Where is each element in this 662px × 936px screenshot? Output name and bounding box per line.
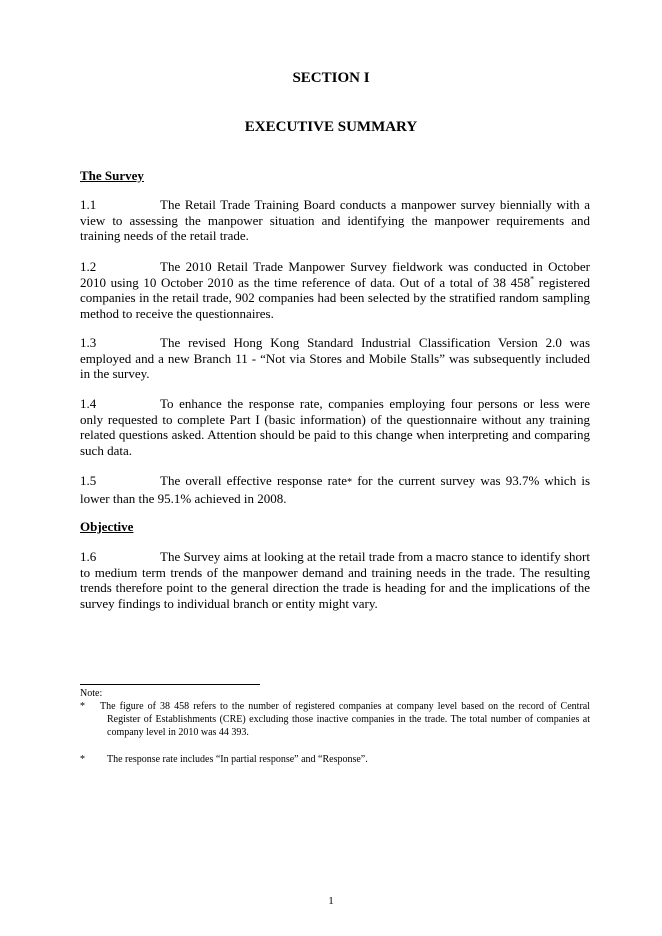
paragraph-text: The Retail Trade Training Board conducts a manpower survey biennially with a view to assessing the manpower situation and identifying the manpower requirements and training needs of the retail trade.	[80, 197, 590, 243]
paragraph-1-3	[80, 335, 590, 382]
paragraph-number: 1.6	[80, 549, 97, 564]
footnote-marker: *	[347, 477, 353, 488]
footnote-marker: *	[80, 701, 85, 712]
paragraph-text: The revised Hong Kong Standard Industrial Classification Version 2.0 was employed and a new Branch 11 - “Not via Stores and Mobile Stalls” was subsequently included in the survey.	[80, 335, 590, 381]
paragraph-1-6	[80, 549, 590, 611]
footnote-separator	[80, 684, 260, 685]
paragraph-text: The overall effective response rate	[160, 473, 348, 488]
survey-subheading: The Survey	[80, 168, 144, 183]
paragraph-1-2	[80, 259, 590, 321]
paragraph-number: 1.5	[80, 473, 97, 488]
footnote-2	[80, 753, 590, 766]
footnote-marker: *	[530, 274, 535, 284]
objective-subheading: Objective	[80, 519, 134, 534]
paragraph-text-continued: registered companies in the retail trade, 902 companies had been selected by the stratified random sampling method to receive the questionnaires.	[80, 274, 590, 321]
footnote-marker: *	[80, 754, 85, 765]
paragraph-text: To enhance the response rate, companies employing four persons or less were only requested to complete Part I (basic information) of the questionnaire without any training related questions asked. Attention should be paid to this change when interpreting and comparing such data.	[80, 396, 590, 458]
paragraph-number: 1.2	[80, 259, 97, 274]
paragraph-number: 1.3	[80, 335, 97, 350]
paragraph-text: The Survey aims at looking at the retail trade from a macro stance to identify short to medium term trends of the manpower demand and training needs in the trade. The resulting trends therefore point to the general direction the trade is heading for and the implications of the survey findings to individual branch or entity might vary.	[80, 549, 590, 611]
page-title: EXECUTIVE SUMMARY	[244, 119, 418, 135]
paragraph-1-5	[80, 473, 590, 506]
section-heading: SECTION I	[292, 70, 370, 86]
paragraph-1-4	[80, 396, 590, 458]
paragraph-1-1	[80, 197, 590, 244]
page-number: 1	[328, 895, 334, 907]
paragraph-text: The 2010 Retail Trade Manpower Survey fieldwork was conducted in October 2010 using 10 October 2010 as the time reference of data. Out of a total of 38 458	[80, 259, 590, 290]
paragraph-text-continued: for the current survey was 93.7% which is lower than the 95.1% achieved in 2008.	[80, 473, 591, 506]
footnote-text: The figure of 38 458 refers to the number of registered companies at company level based on the record of Central Register of Establishments (CRE) excluding those inactive companies in the trade. The total number of companies at company level in 2010 was 44 393.	[100, 701, 590, 738]
footnote-1	[80, 700, 590, 739]
footnote-text: The response rate includes “In partial response” and “Response”.	[107, 754, 368, 765]
paragraph-number: 1.1	[80, 197, 97, 212]
paragraph-number: 1.4	[80, 396, 97, 411]
notes-label: Note:	[80, 688, 103, 699]
